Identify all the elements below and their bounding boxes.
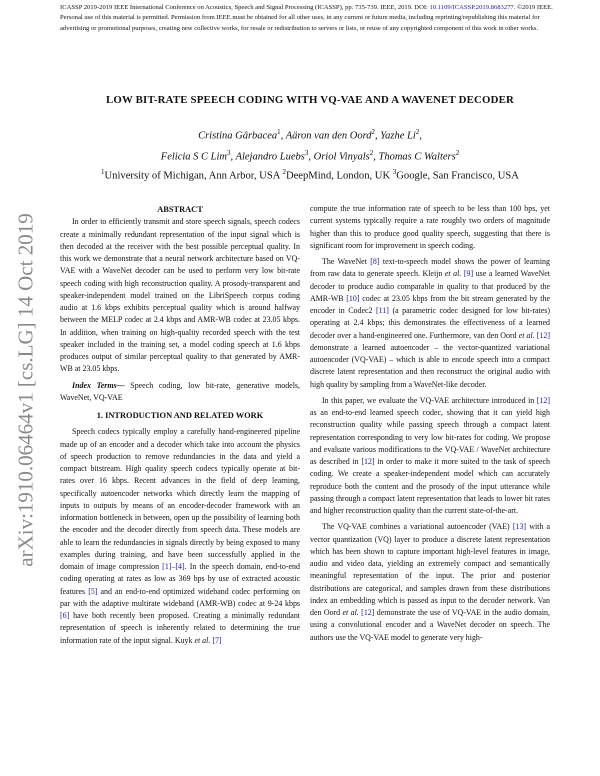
citation-link[interactable]: [12] [536,330,550,340]
index-terms-label: Index Terms— [72,380,125,390]
author-affil-mark: 2 [369,148,374,157]
citation-link[interactable]: [11] [376,306,389,315]
text-run: Speech codecs typically employ a carefully hand-engineered pipeline made up of an encoder and a decoder which take into account the physics of speech production to remove redundancies in the data and yield a compact bitstream. High quality speech codecs typically operate at bit-rates over 16 kbps. Recent advances in the field of deep learning, specifically autoencoder networks which directly learn the mapping of inputs to outputs by means of an encoder-decoder framework with an information bottleneck in between, open up the possibility of learning both the encoder and the decoder directly from speech data. These models are able to learn the redundancies in signals directly by being exposed to many examples during training, and have been successfully applied in the domain of image compression [60,427,300,571]
author-affil-mark: 2 [455,148,460,157]
right-column [310,203,550,644]
author-name: Aäron van den Oord [285,130,372,142]
et-al: et al. [444,269,462,279]
author-affil-mark: 3 [304,148,309,157]
text-run: demonstrate a learned autoencoder – the vector-quantized variational autoencoder (VQ-VAE) – which is able to encode speech into a compact discrete latent representation and then reconstruct the original audio with high quality by sampling from a WaveNet-like decoder. [310,342,550,389]
text-run: In this paper, we evaluate the VQ-VAE architecture introduced in [322,395,537,405]
author-separator: , [308,151,314,162]
citation-link[interactable]: [12] [361,608,375,617]
affil-mark: 3 [392,168,397,176]
author-separator: , [280,130,286,142]
et-al: et al. [518,330,535,340]
section-heading-intro: 1. INTRODUCTION AND RELATED WORK [96,411,264,420]
author-affil-mark: 3 [227,148,231,157]
citation-link[interactable]: [7] [212,635,222,645]
doi-link[interactable]: 10.1109/ICASSP.2019.8683277. [429,4,516,11]
author-name: Cristina Gârbacea [198,130,278,142]
citation-link[interactable]: [10] [346,293,360,303]
text-run: The WaveNet [322,257,371,266]
text-run: demonstrate the use of VQ-VAE in the audio domain, using a convolutional encoder and a WaveNet decoder on speech. The authors use the VQ-VAE model to generate very high- [310,608,551,642]
text-run: and an end-to-end optimized wideband codec performing on par with the adaptive multirate wideband (AMR-WB) codec at 9-24 kbps [60,586,300,608]
text-run: text-to-speech model shows the power of learning from raw data to generate speech. Kleijn [310,257,550,279]
affil-mark: 1 [101,168,105,176]
text-run: in order to make it more suited to the task of speech coding. We create a speaker-independent model which can accurately reproduce both the content and the prosody of the input utterance while passing through a compact latent representation that leads to lower bit rates and higher reconstruction quality than the current state-of-the-art. [310,457,550,515]
arxiv-identifier: arXiv:1910.06464v1 [cs.LG] 14 Oct 2019 [13,213,38,567]
author-affil-mark: 2 [371,128,376,136]
author-separator: , [373,151,379,162]
notice-text: ICASSP 2019-2019 IEEE International Conference on Acoustics, Speech and Signal Processing (ICASSP), pp. 735-739. IEEE, 2019. DOI: [60,4,428,11]
intro-paragraph-2 [310,256,550,391]
text-run: . In the speech domain, end-to-end coding operating at rates as low as 369 bps by use of extracted acoustic features [60,562,300,596]
intro-paragraph-1-continued: compute the true information rate of speech to be less than 100 bps, yet current systems typically require a rate roughly two orders of magnitude higher than this to produce good quality speech, suggesting that there is significant room for improvement in speech coding. [310,204,550,250]
author-line-1 [60,124,560,145]
copyright-notice [60,3,560,34]
text-run: use a learned WaveNet decoder to produce audio comparable in quality to that produced by the AMR-WB [310,269,550,303]
affiliation: Google, San Francisco, USA [396,170,519,182]
author-list [60,124,560,165]
author-name: Felicia S C Lim [160,151,227,162]
text-run: have both recently been proposed. Creating a minimally redundant representation of speech is inherently related to determining the true information rate of the input signal. Kuyk [60,611,300,645]
notice-rights: ©2019 IEEE. Personal use of this material is permitted. Permission from IEEE must be obtained for all other uses, in any current or future media, including reprinting/republishing this material for advertising or promotional purposes, creating new collective works, for resale or redistribution to servers or lists, or reuse of any copyrighted component of this work in other works. [60,4,553,32]
author-name: Thomas C Walters [378,151,456,162]
intro-paragraph-4 [310,521,550,644]
citation-link[interactable]: [12] [536,395,550,405]
affiliation: DeepMind, London, UK [285,170,393,182]
text-run: with a vector quantization (VQ) layer to produce a discrete latent representation which has been shown to capture important high-level features in image, audio and video data, yielding an extremely compact and semantically meaningful representation of the input. The prior and posterior distributions are categorical, and samples drawn from these distributions index an embedding which is passed as input to the decoder network. Van den Oord [310,522,550,617]
index-terms-text: Speech coding, low bit-rate, generative models, WaveNet, VQ-VAE [60,380,300,402]
citation-link[interactable]: [12] [361,457,375,466]
citation-link[interactable]: [5] [88,586,98,596]
affiliation: University of Michigan, Ann Arbor, USA [104,170,283,182]
citation-link[interactable]: [8] [370,257,380,266]
author-affil-mark: 1 [277,128,281,136]
abstract-heading: ABSTRACT [157,205,203,214]
author-name: Yazhe Li [380,130,416,142]
text-run: The VQ-VAE combines a variational autoencoder (VAE) [322,522,513,532]
intro-paragraph-1 [60,426,300,647]
author-separator: , [230,151,236,162]
intro-paragraph-3 [310,395,550,518]
affiliations [60,168,560,182]
citation-link[interactable]: [9] [463,269,474,279]
affil-mark: 2 [282,168,286,176]
abstract-text: In order to efficiently transmit and store speech signals, speech codecs create a minimally redundant representation of the input signal which is then decoded at the receiver with the best possible perceptual quality. In this work we demonstrate that a neural network architecture based on VQ-VAE with a WaveNet decoder can be used to perform very low bit-rate speech coding with high reconstruction quality. A prosody-transparent and speaker-independent model trained on the LibriSpeech corpus coding audio at 1.6 kbps exhibits perceptual quality which is around halfway between the MELP codec at 2.4 kbps and AMR-WB codec at 23.05 kbps. In addition, when training on high-quality recorded speech with the test speaker included in the training set, a model coding speech at 1.6 kbps produces output of similar perceptual quality to that generated by AMR-WB at 23.05 kbps. [60,217,300,374]
text-run: as an end-to-end learned speech codec, showing that it can yield high reconstruction quality while passing speech through a compact latent representation corresponding to very low bit-rates for coding. We propose and evaluate various modifications to the VQ-VAE / WaveNet architecture as described in [310,408,550,466]
left-column [60,204,300,647]
et-al: et al. [194,635,211,645]
index-terms [60,380,300,405]
author-separator: , [419,130,422,142]
text-run: (a parametric codec designed for low bit-rates) operating at 2.4 kbps; this demonstrates the effectiveness of a learned decoder over a hand-engineered one. Furthermore, van den Oord [310,306,550,340]
author-affil-mark: 2 [415,128,420,136]
author-name: Oriol Vinyals [313,151,370,162]
citation-link[interactable]: [6] [60,611,70,620]
arxiv-stamp [0,130,52,650]
author-line-2 [60,145,560,166]
text-run: codec at 23.05 kbps from the bit stream generated by the encoder in Codec2 [310,293,550,315]
citation-link[interactable]: [1]–[4] [162,562,185,571]
author-name: Alejandro Luebs [235,151,305,162]
paper-title: LOW BIT-RATE SPEECH CODING WITH VQ-VAE AND A WAVENET DECODER [105,94,515,106]
author-separator: , [375,130,381,142]
citation-link[interactable]: [13] [512,522,527,532]
et-al: et al. [342,608,359,617]
